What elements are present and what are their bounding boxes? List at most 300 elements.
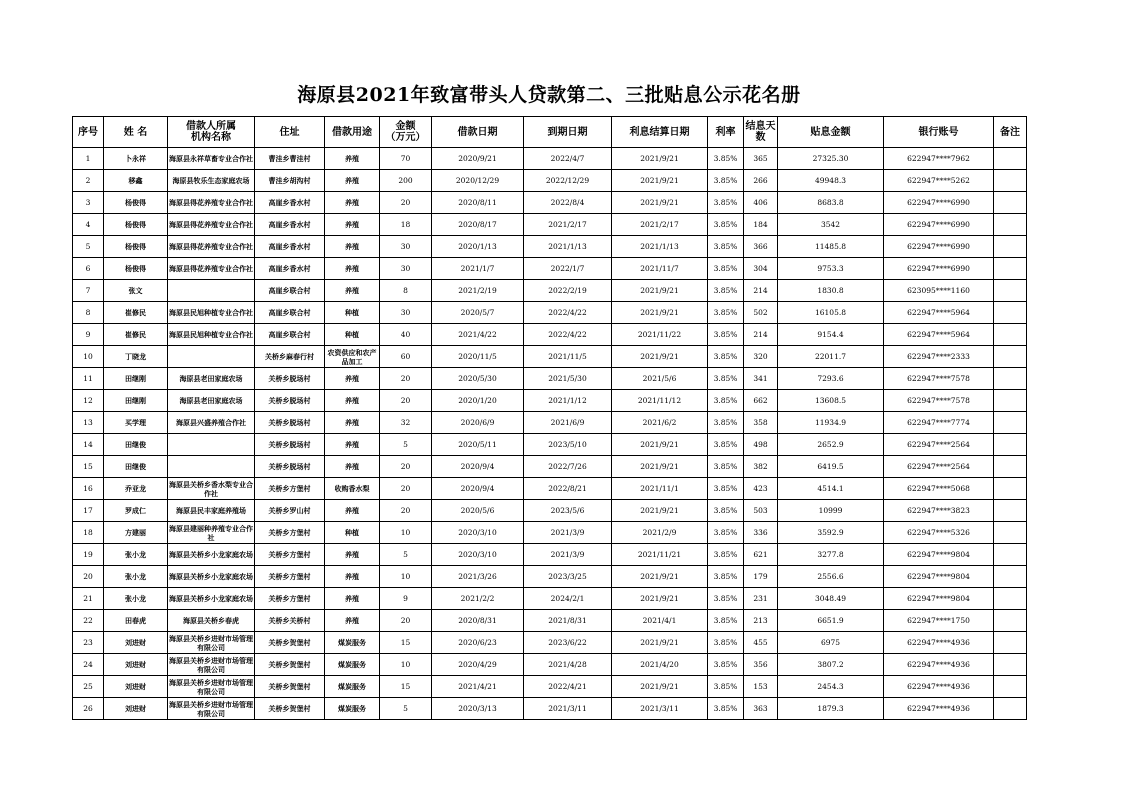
cell-interest-days: 304 [744, 258, 778, 280]
cell-interest-rate: 3.85% [708, 632, 744, 654]
cell-settlement-date: 2021/1/13 [612, 236, 708, 258]
cell-bank-account: 622947****9804 [884, 588, 994, 610]
table-row [73, 236, 1027, 258]
cell-borrower-name: 张小龙 [104, 588, 168, 610]
cell-row-index: 13 [73, 412, 104, 434]
cell-org-name: 海原县民丰家庭养殖场 [168, 500, 255, 522]
cell-row-index: 6 [73, 258, 104, 280]
cell-interest-rate: 3.85% [708, 588, 744, 610]
cell-due-date: 2024/2/1 [524, 588, 612, 610]
cell-bank-account: 622947****7578 [884, 368, 994, 390]
cell-due-date: 2022/8/21 [524, 478, 612, 500]
cell-loan-date: 2020/12/29 [432, 170, 524, 192]
cell-borrower-name: 田继刚 [104, 368, 168, 390]
table-row [73, 368, 1027, 390]
cell-org-name: 海原县得花养殖专业合作社 [168, 214, 255, 236]
cell-loan-amount: 10 [380, 654, 432, 676]
cell-bank-account: 622947****5326 [884, 522, 994, 544]
cell-bank-account: 622947****6990 [884, 258, 994, 280]
cell-interest-days: 179 [744, 566, 778, 588]
cell-loan-purpose: 养殖 [325, 214, 380, 236]
cell-settlement-date: 2021/9/21 [612, 280, 708, 302]
cell-loan-purpose: 养殖 [325, 610, 380, 632]
cell-loan-date: 2020/5/7 [432, 302, 524, 324]
cell-loan-amount: 30 [380, 236, 432, 258]
page-title: 海原县2021年致富带头人贷款第二、三批贴息公示花名册 [297, 84, 801, 106]
cell-bank-account: 622947****6990 [884, 192, 994, 214]
cell-loan-date: 2020/6/9 [432, 412, 524, 434]
cell-loan-purpose: 收购香水梨 [325, 478, 380, 500]
header-col-settle-date: 利息结算日期 [612, 117, 708, 148]
cell-row-index: 25 [73, 676, 104, 698]
cell-org-name: 海原县民旭种植专业合作社 [168, 324, 255, 346]
cell-remark [994, 302, 1027, 324]
table-row [73, 566, 1027, 588]
cell-settlement-date: 2021/9/21 [612, 632, 708, 654]
cell-bank-account: 622947****6990 [884, 236, 994, 258]
cell-org-name: 海原县老田家庭农场 [168, 368, 255, 390]
cell-interest-days: 214 [744, 324, 778, 346]
cell-row-index: 22 [73, 610, 104, 632]
table-row [73, 588, 1027, 610]
table-row [73, 258, 1027, 280]
cell-bank-account: 622947****9804 [884, 566, 994, 588]
table-row [73, 412, 1027, 434]
cell-loan-date: 2020/6/23 [432, 632, 524, 654]
cell-bank-account: 622947****7578 [884, 390, 994, 412]
table-row [73, 654, 1027, 676]
cell-interest-rate: 3.85% [708, 148, 744, 170]
cell-org-name: 海原县关桥乡小龙家庭农场 [168, 544, 255, 566]
cell-borrower-name: 刘进财 [104, 654, 168, 676]
cell-row-index: 16 [73, 478, 104, 500]
table-row [73, 390, 1027, 412]
table-row [73, 478, 1027, 500]
cell-due-date: 2021/4/28 [524, 654, 612, 676]
cell-settlement-date: 2021/11/1 [612, 478, 708, 500]
cell-interest-days: 662 [744, 390, 778, 412]
cell-org-name: 海原县老田家庭农场 [168, 390, 255, 412]
cell-bank-account: 622947****3823 [884, 500, 994, 522]
cell-subsidy-amount: 7293.6 [778, 368, 884, 390]
cell-org-name: 海原县关桥乡春虎 [168, 610, 255, 632]
cell-loan-purpose: 养殖 [325, 456, 380, 478]
cell-settlement-date: 2021/9/21 [612, 500, 708, 522]
cell-settlement-date: 2021/9/21 [612, 676, 708, 698]
cell-loan-date: 2020/5/11 [432, 434, 524, 456]
cell-row-index: 21 [73, 588, 104, 610]
cell-loan-purpose: 煤炭服务 [325, 698, 380, 720]
cell-remark [994, 698, 1027, 720]
cell-loan-purpose: 养殖 [325, 258, 380, 280]
cell-loan-date: 2021/4/21 [432, 676, 524, 698]
cell-row-index: 8 [73, 302, 104, 324]
cell-bank-account: 622947****6990 [884, 214, 994, 236]
cell-due-date: 2021/1/12 [524, 390, 612, 412]
cell-due-date: 2021/5/30 [524, 368, 612, 390]
cell-loan-date: 2020/1/20 [432, 390, 524, 412]
cell-loan-amount: 200 [380, 170, 432, 192]
cell-due-date: 2023/3/25 [524, 566, 612, 588]
cell-loan-amount: 10 [380, 522, 432, 544]
cell-due-date: 2021/3/9 [524, 544, 612, 566]
cell-org-name: 海原县关桥乡小龙家庭农场 [168, 566, 255, 588]
cell-bank-account: 622947****2333 [884, 346, 994, 368]
cell-due-date: 2022/12/29 [524, 170, 612, 192]
cell-org-name [168, 280, 255, 302]
cell-due-date: 2021/8/31 [524, 610, 612, 632]
cell-address: 关桥乡脱场村 [255, 412, 325, 434]
cell-address: 曹洼乡胡沟村 [255, 170, 325, 192]
cell-borrower-name: 张小龙 [104, 566, 168, 588]
cell-interest-rate: 3.85% [708, 236, 744, 258]
cell-subsidy-amount: 9154.4 [778, 324, 884, 346]
cell-loan-amount: 30 [380, 302, 432, 324]
cell-bank-account: 622947****4936 [884, 654, 994, 676]
header-col-remark: 备注 [994, 117, 1027, 148]
cell-row-index: 9 [73, 324, 104, 346]
cell-loan-amount: 32 [380, 412, 432, 434]
cell-loan-amount: 20 [380, 192, 432, 214]
cell-due-date: 2022/7/26 [524, 456, 612, 478]
cell-due-date: 2021/6/9 [524, 412, 612, 434]
cell-address: 关桥乡方堡村 [255, 588, 325, 610]
cell-subsidy-amount: 22011.7 [778, 346, 884, 368]
cell-loan-purpose: 养殖 [325, 588, 380, 610]
cell-borrower-name: 崔修民 [104, 324, 168, 346]
cell-bank-account: 622947****5068 [884, 478, 994, 500]
cell-address: 关桥乡麻春行村 [255, 346, 325, 368]
cell-subsidy-amount: 2652.9 [778, 434, 884, 456]
cell-interest-days: 498 [744, 434, 778, 456]
cell-subsidy-amount: 3592.9 [778, 522, 884, 544]
cell-interest-rate: 3.85% [708, 280, 744, 302]
cell-subsidy-amount: 3542 [778, 214, 884, 236]
table-row [73, 632, 1027, 654]
table-row [73, 522, 1027, 544]
cell-borrower-name: 田春虎 [104, 610, 168, 632]
cell-interest-days: 213 [744, 610, 778, 632]
cell-remark [994, 390, 1027, 412]
table-row [73, 148, 1027, 170]
table-row [73, 170, 1027, 192]
cell-settlement-date: 2021/9/21 [612, 434, 708, 456]
cell-interest-days: 320 [744, 346, 778, 368]
table-row [73, 280, 1027, 302]
cell-interest-days: 184 [744, 214, 778, 236]
cell-address: 关桥乡贺堡村 [255, 698, 325, 720]
table-row [73, 456, 1027, 478]
cell-due-date: 2023/5/10 [524, 434, 612, 456]
cell-loan-purpose: 养殖 [325, 390, 380, 412]
cell-remark [994, 544, 1027, 566]
cell-loan-amount: 15 [380, 632, 432, 654]
cell-org-name: 海原县牧乐生态家庭农场 [168, 170, 255, 192]
cell-due-date: 2023/5/6 [524, 500, 612, 522]
cell-loan-purpose: 养殖 [325, 148, 380, 170]
cell-address: 关桥乡脱场村 [255, 456, 325, 478]
cell-due-date: 2022/4/7 [524, 148, 612, 170]
cell-address: 高崖乡联合村 [255, 280, 325, 302]
cell-org-name: 海原县得花养殖专业合作社 [168, 258, 255, 280]
cell-remark [994, 478, 1027, 500]
cell-remark [994, 192, 1027, 214]
cell-row-index: 7 [73, 280, 104, 302]
cell-bank-account: 622947****5964 [884, 302, 994, 324]
cell-borrower-name: 张文 [104, 280, 168, 302]
cell-remark [994, 214, 1027, 236]
table-row [73, 610, 1027, 632]
cell-subsidy-amount: 2556.6 [778, 566, 884, 588]
cell-settlement-date: 2021/9/21 [612, 148, 708, 170]
cell-loan-date: 2020/3/10 [432, 544, 524, 566]
cell-address: 关桥乡脱场村 [255, 434, 325, 456]
cell-loan-date: 2020/5/30 [432, 368, 524, 390]
cell-loan-date: 2020/11/5 [432, 346, 524, 368]
cell-address: 高崖乡香水村 [255, 192, 325, 214]
cell-loan-purpose: 种植 [325, 522, 380, 544]
cell-loan-amount: 5 [380, 698, 432, 720]
cell-borrower-name: 罗成仁 [104, 500, 168, 522]
cell-row-index: 24 [73, 654, 104, 676]
cell-borrower-name: 杨俊得 [104, 258, 168, 280]
cell-loan-date: 2020/1/13 [432, 236, 524, 258]
cell-row-index: 10 [73, 346, 104, 368]
cell-interest-days: 358 [744, 412, 778, 434]
cell-due-date: 2022/1/7 [524, 258, 612, 280]
cell-interest-days: 363 [744, 698, 778, 720]
cell-address: 关桥乡脱场村 [255, 390, 325, 412]
cell-interest-rate: 3.85% [708, 500, 744, 522]
cell-remark [994, 324, 1027, 346]
cell-address: 关桥乡方堡村 [255, 544, 325, 566]
cell-interest-days: 455 [744, 632, 778, 654]
cell-bank-account: 622947****2564 [884, 456, 994, 478]
cell-interest-rate: 3.85% [708, 522, 744, 544]
cell-borrower-name: 方建丽 [104, 522, 168, 544]
cell-org-name: 海原县关桥乡进财市场管理有限公司 [169, 677, 253, 696]
cell-remark [994, 346, 1027, 368]
cell-loan-date: 2020/9/21 [432, 148, 524, 170]
cell-subsidy-amount: 3807.2 [778, 654, 884, 676]
cell-interest-rate: 3.85% [708, 456, 744, 478]
cell-loan-purpose: 养殖 [325, 544, 380, 566]
cell-borrower-name: 乔亚龙 [104, 478, 168, 500]
cell-address: 关桥乡关桥村 [255, 610, 325, 632]
cell-loan-amount: 5 [380, 544, 432, 566]
cell-org-name: 海原县关桥乡进财市场管理有限公司 [169, 699, 253, 718]
cell-interest-rate: 3.85% [708, 346, 744, 368]
cell-remark [994, 632, 1027, 654]
cell-loan-date: 2020/4/29 [432, 654, 524, 676]
cell-interest-days: 356 [744, 654, 778, 676]
cell-remark [994, 280, 1027, 302]
cell-loan-amount: 20 [380, 390, 432, 412]
table-row [73, 214, 1027, 236]
cell-settlement-date: 2021/4/1 [612, 610, 708, 632]
cell-settlement-date: 2021/3/11 [612, 698, 708, 720]
cell-org-name: 海原县永祥草畜专业合作社 [168, 148, 255, 170]
cell-bank-account: 622947****1750 [884, 610, 994, 632]
cell-org-name: 海原县关桥乡小龙家庭农场 [168, 588, 255, 610]
cell-loan-amount: 20 [380, 368, 432, 390]
cell-loan-date: 2021/2/2 [432, 588, 524, 610]
cell-row-index: 18 [73, 522, 104, 544]
cell-due-date: 2022/8/4 [524, 192, 612, 214]
cell-interest-rate: 3.85% [708, 412, 744, 434]
cell-remark [994, 566, 1027, 588]
cell-subsidy-amount: 4514.1 [778, 478, 884, 500]
header-col-loan-date: 借款日期 [432, 117, 524, 148]
cell-due-date: 2022/4/22 [524, 324, 612, 346]
cell-settlement-date: 2021/9/21 [612, 170, 708, 192]
cell-address: 曹洼乡曹洼村 [255, 148, 325, 170]
subsidy-roster-table [72, 116, 1027, 720]
cell-address: 高崖乡香水村 [255, 258, 325, 280]
cell-settlement-date: 2021/5/6 [612, 368, 708, 390]
cell-loan-amount: 9 [380, 588, 432, 610]
cell-row-index: 11 [73, 368, 104, 390]
cell-remark [994, 258, 1027, 280]
cell-loan-purpose: 煤炭服务 [325, 632, 380, 654]
cell-row-index: 23 [73, 632, 104, 654]
cell-borrower-name: 丁晓龙 [104, 346, 168, 368]
cell-settlement-date: 2021/9/21 [612, 302, 708, 324]
cell-remark [994, 170, 1027, 192]
cell-loan-purpose: 养殖 [325, 434, 380, 456]
cell-loan-amount: 10 [380, 566, 432, 588]
cell-interest-rate: 3.85% [708, 390, 744, 412]
cell-interest-rate: 3.85% [708, 566, 744, 588]
cell-row-index: 26 [73, 698, 104, 720]
cell-due-date: 2022/4/22 [524, 302, 612, 324]
cell-interest-rate: 3.85% [708, 654, 744, 676]
table-row [73, 434, 1027, 456]
cell-loan-amount: 8 [380, 280, 432, 302]
cell-interest-days: 214 [744, 280, 778, 302]
cell-remark [994, 434, 1027, 456]
cell-bank-account: 622947****4936 [884, 698, 994, 720]
cell-interest-rate: 3.85% [708, 478, 744, 500]
cell-address: 关桥乡贺堡村 [255, 654, 325, 676]
cell-borrower-name: 刘进财 [104, 698, 168, 720]
cell-subsidy-amount: 49948.3 [778, 170, 884, 192]
cell-borrower-name: 杨俊得 [104, 236, 168, 258]
cell-org-name: 海原县关桥乡香水梨专业合作社 [169, 479, 253, 498]
cell-interest-rate: 3.85% [708, 698, 744, 720]
cell-loan-amount: 5 [380, 434, 432, 456]
cell-interest-rate: 3.85% [708, 434, 744, 456]
cell-remark [994, 412, 1027, 434]
header-row [73, 117, 1027, 148]
table-row [73, 324, 1027, 346]
cell-borrower-name: 田继刚 [104, 390, 168, 412]
cell-subsidy-amount: 10999 [778, 500, 884, 522]
cell-subsidy-amount: 11934.9 [778, 412, 884, 434]
cell-settlement-date: 2021/2/17 [612, 214, 708, 236]
cell-interest-rate: 3.85% [708, 170, 744, 192]
table-row [73, 302, 1027, 324]
cell-loan-date: 2020/3/10 [432, 522, 524, 544]
cell-borrower-name: 田继俊 [104, 434, 168, 456]
cell-borrower-name: 杨俊得 [104, 192, 168, 214]
cell-due-date: 2021/11/5 [524, 346, 612, 368]
cell-subsidy-amount: 3048.49 [778, 588, 884, 610]
cell-subsidy-amount: 2454.3 [778, 676, 884, 698]
cell-loan-date: 2021/3/26 [432, 566, 524, 588]
cell-loan-purpose: 养殖 [325, 412, 380, 434]
cell-interest-days: 502 [744, 302, 778, 324]
table-row [73, 192, 1027, 214]
cell-subsidy-amount: 11485.8 [778, 236, 884, 258]
cell-interest-rate: 3.85% [708, 368, 744, 390]
cell-address: 关桥乡脱场村 [255, 368, 325, 390]
cell-loan-purpose: 养殖 [325, 192, 380, 214]
cell-loan-date: 2020/5/6 [432, 500, 524, 522]
cell-settlement-date: 2021/9/21 [612, 456, 708, 478]
cell-address: 关桥乡方堡村 [255, 478, 325, 500]
cell-bank-account: 622947****4936 [884, 676, 994, 698]
cell-settlement-date: 2021/6/2 [612, 412, 708, 434]
cell-loan-amount: 30 [380, 258, 432, 280]
cell-borrower-name: 杨俊得 [104, 214, 168, 236]
cell-loan-date: 2021/4/22 [432, 324, 524, 346]
cell-loan-date: 2020/9/4 [432, 478, 524, 500]
cell-org-name: 海原县得花养殖专业合作社 [168, 192, 255, 214]
cell-interest-rate: 3.85% [708, 544, 744, 566]
cell-due-date: 2023/6/22 [524, 632, 612, 654]
cell-subsidy-amount: 1830.8 [778, 280, 884, 302]
cell-subsidy-amount: 27325.30 [778, 148, 884, 170]
cell-loan-purpose: 养殖 [325, 170, 380, 192]
cell-borrower-name: 刘进财 [104, 676, 168, 698]
cell-loan-amount: 70 [380, 148, 432, 170]
cell-due-date: 2022/2/19 [524, 280, 612, 302]
cell-loan-purpose: 煤炭服务 [325, 676, 380, 698]
cell-due-date: 2021/2/17 [524, 214, 612, 236]
cell-interest-days: 231 [744, 588, 778, 610]
cell-interest-days: 153 [744, 676, 778, 698]
cell-remark [994, 456, 1027, 478]
cell-loan-purpose: 养殖 [325, 236, 380, 258]
cell-interest-days: 366 [744, 236, 778, 258]
cell-loan-purpose: 煤炭服务 [325, 654, 380, 676]
cell-row-index: 3 [73, 192, 104, 214]
table-row [73, 500, 1027, 522]
cell-bank-account: 622947****2564 [884, 434, 994, 456]
cell-interest-rate: 3.85% [708, 302, 744, 324]
cell-subsidy-amount: 6651.9 [778, 610, 884, 632]
cell-loan-purpose: 种植 [325, 302, 380, 324]
cell-address: 关桥乡方堡村 [255, 522, 325, 544]
header-col-due-date: 到期日期 [524, 117, 612, 148]
cell-settlement-date: 2021/4/20 [612, 654, 708, 676]
cell-bank-account: 622947****5964 [884, 324, 994, 346]
cell-loan-amount: 15 [380, 676, 432, 698]
cell-loan-purpose: 农资供应和农产品加工 [325, 346, 380, 368]
cell-remark [994, 522, 1027, 544]
cell-interest-days: 336 [744, 522, 778, 544]
cell-remark [994, 654, 1027, 676]
header-col-subsidy: 贴息金额 [778, 117, 884, 148]
table-row [73, 544, 1027, 566]
cell-subsidy-amount: 16105.8 [778, 302, 884, 324]
cell-address: 关桥乡贺堡村 [255, 632, 325, 654]
cell-interest-rate: 3.85% [708, 192, 744, 214]
cell-loan-date: 2020/8/17 [432, 214, 524, 236]
cell-org-name [168, 456, 255, 478]
cell-bank-account: 623095****1160 [884, 280, 994, 302]
